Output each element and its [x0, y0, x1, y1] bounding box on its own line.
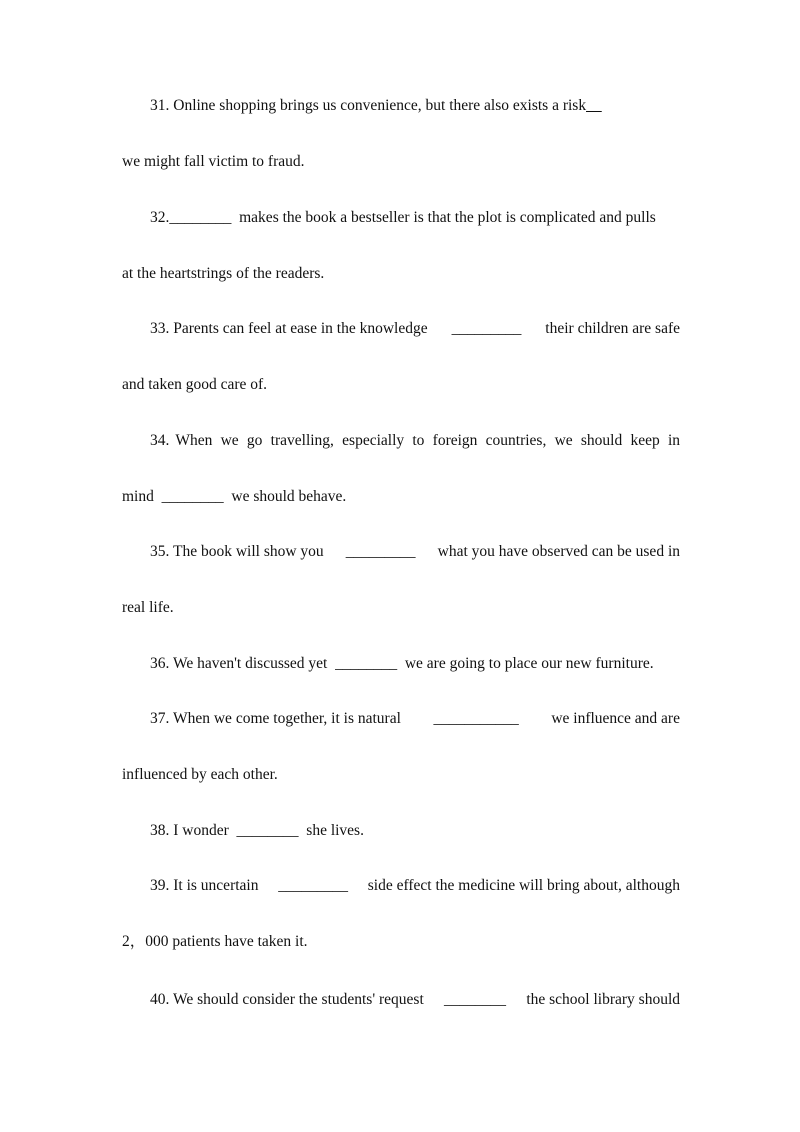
question-31-line-1: [150, 96, 602, 116]
question-31-line-2: we might fall victim to fraud.: [122, 153, 305, 170]
question-number: 33.: [150, 320, 170, 337]
question-text: she lives.: [306, 822, 364, 839]
question-number: 39.: [150, 877, 170, 894]
question-number: 31.: [150, 97, 170, 114]
question-33-line-1: [150, 319, 680, 339]
question-number: 38.: [150, 822, 170, 839]
question-39-line-2: 2，000 patients have taken it.: [122, 933, 308, 950]
question-38-line-1: [150, 821, 364, 841]
question-text: what you have observed can be used in: [437, 543, 680, 560]
question-34-line-1: [150, 431, 680, 451]
question-number: 35.: [150, 543, 170, 560]
blank: _________: [451, 320, 522, 337]
question-33-line-2: and taken good care of.: [122, 376, 268, 393]
question-text: makes the book a bestseller is that the plot is complicated and pulls: [239, 209, 656, 226]
question-36-line-1: [150, 654, 654, 674]
question-text: we should behave.: [231, 488, 347, 505]
blank: __: [586, 97, 602, 114]
question-37-line-2: influenced by each other.: [122, 766, 278, 783]
question-text: mind: [122, 488, 154, 505]
question-number: 36.: [150, 655, 170, 672]
question-text: The book will show you: [172, 543, 324, 560]
question-text: side effect the medicine will bring about, although: [367, 877, 680, 894]
blank: ___________: [433, 710, 519, 727]
question-40-line-1: [150, 990, 680, 1010]
blank: ________: [169, 209, 232, 226]
question-text: When we go travelling, especially to foreign countries, we should keep in: [175, 432, 680, 449]
question-number: 34.: [150, 432, 170, 449]
question-text: their children are safe: [545, 320, 680, 337]
question-text: the school library should: [526, 991, 680, 1008]
question-text: we influence and are: [551, 710, 680, 727]
question-35-line-2: real life.: [122, 599, 174, 616]
question-34-line-2: [122, 487, 346, 507]
question-32-line-2: at the heartstrings of the readers.: [122, 265, 325, 282]
question-text: When we come together, it is natural: [172, 710, 401, 727]
question-text: I wonder: [173, 822, 229, 839]
question-text: we are going to place our new furniture.: [404, 655, 654, 672]
blank: ________: [335, 655, 398, 672]
question-text: We should consider the students' request: [172, 991, 424, 1008]
question-37-line-1: [150, 709, 680, 729]
blank: ________: [161, 488, 224, 505]
question-number: 32.: [150, 209, 170, 226]
question-number: 37.: [150, 710, 170, 727]
question-number: 40.: [150, 991, 170, 1008]
question-39-line-1: [150, 876, 680, 896]
question-32-line-1: [150, 208, 656, 228]
blank: ________: [236, 822, 299, 839]
question-text: It is uncertain: [173, 877, 259, 894]
question-35-line-1: [150, 542, 680, 562]
blank: _________: [345, 543, 416, 560]
blank: ________: [444, 991, 507, 1008]
question-text: We haven't discussed yet: [172, 655, 328, 672]
blank: _________: [278, 877, 348, 894]
question-text: Online shopping brings us convenience, but there also exists a risk: [173, 97, 587, 114]
question-text: Parents can feel at ease in the knowledge: [173, 320, 428, 337]
